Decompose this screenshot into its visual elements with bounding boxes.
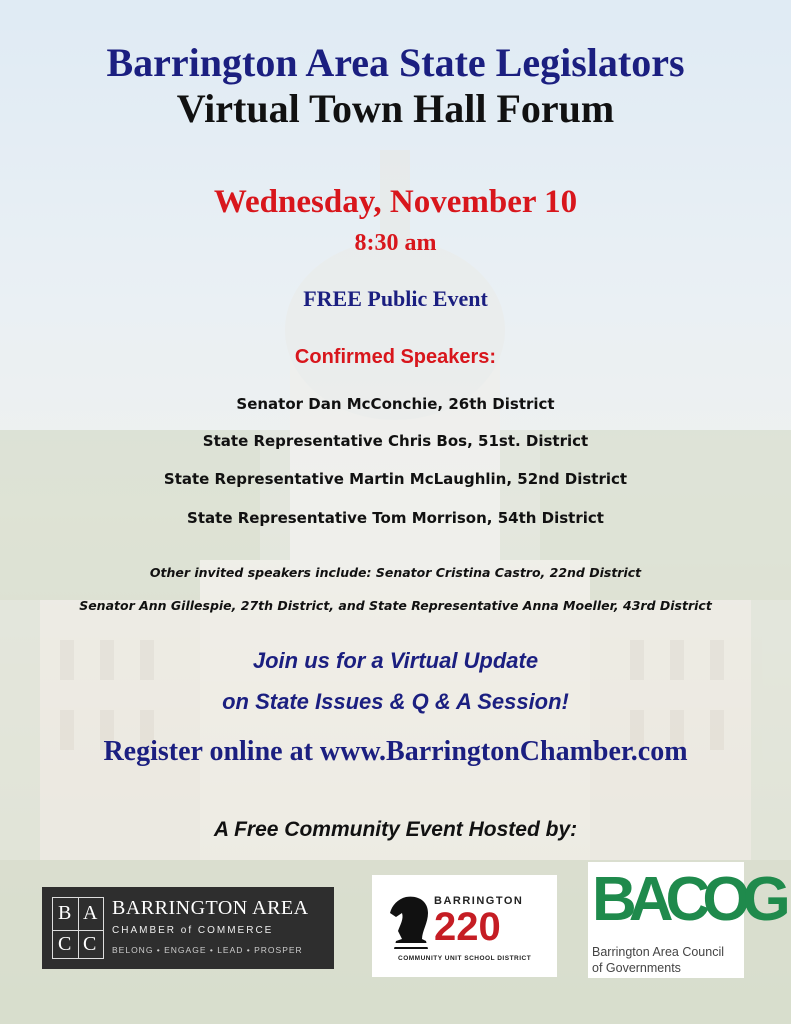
knight-chess-icon [388, 893, 434, 951]
district-subtitle: COMMUNITY UNIT SCHOOL DISTRICT [398, 955, 532, 962]
speaker-item: State Representative Martin McLaughlin, 52nd District [163, 470, 628, 488]
join-line-2: on State Issues & Q & A Session! [222, 689, 569, 714]
chamber-name: BARRINGTON AREA [112, 897, 309, 919]
title-line-2: Virtual Town Hall Forum [176, 86, 615, 131]
district-number: 220 [434, 905, 501, 949]
district-220-logo [372, 875, 557, 977]
register-link[interactable]: Register online at www.BarringtonChamber.com [103, 736, 688, 767]
bacc-mark: B A C C [52, 897, 104, 959]
chamber-subtitle: CHAMBER of COMMERCE [112, 925, 274, 936]
district-top-label: BARRINGTON [434, 895, 524, 907]
hosted-by-label: A Free Community Event Hosted by: [213, 818, 578, 841]
free-event-label: FREE Public Event [303, 286, 488, 311]
speaker-item: State Representative Tom Morrison, 54th District [187, 509, 604, 527]
svg-text:BACOG: BACOG [592, 865, 783, 934]
invited-speakers-line: Senator Ann Gillespie, 27th District, and State Representative Anna Moeller, 43rd District [79, 598, 712, 613]
event-time: 8:30 am [354, 230, 437, 256]
chamber-tagline: BELONG • ENGAGE • LEAD • PROSPER [112, 945, 303, 955]
bacog-logo [588, 862, 783, 978]
chamber-of-commerce-logo [42, 887, 334, 969]
invited-speakers-line: Other invited speakers include: Senator Cristina Castro, 22nd District [149, 565, 642, 580]
title-line-1: Barrington Area State Legislators [106, 40, 685, 85]
join-line-1: Join us for a Virtual Update [252, 648, 539, 673]
speaker-item: Senator Dan McConchie, 26th District [236, 395, 555, 413]
event-date: Wednesday, November 10 [213, 184, 578, 220]
bacog-wordmark [590, 862, 783, 934]
bacog-name: Barrington Area Council of Governments [592, 945, 725, 975]
speakers-heading: Confirmed Speakers: [294, 346, 497, 368]
speaker-item: State Representative Chris Bos, 51st. District [202, 432, 589, 450]
